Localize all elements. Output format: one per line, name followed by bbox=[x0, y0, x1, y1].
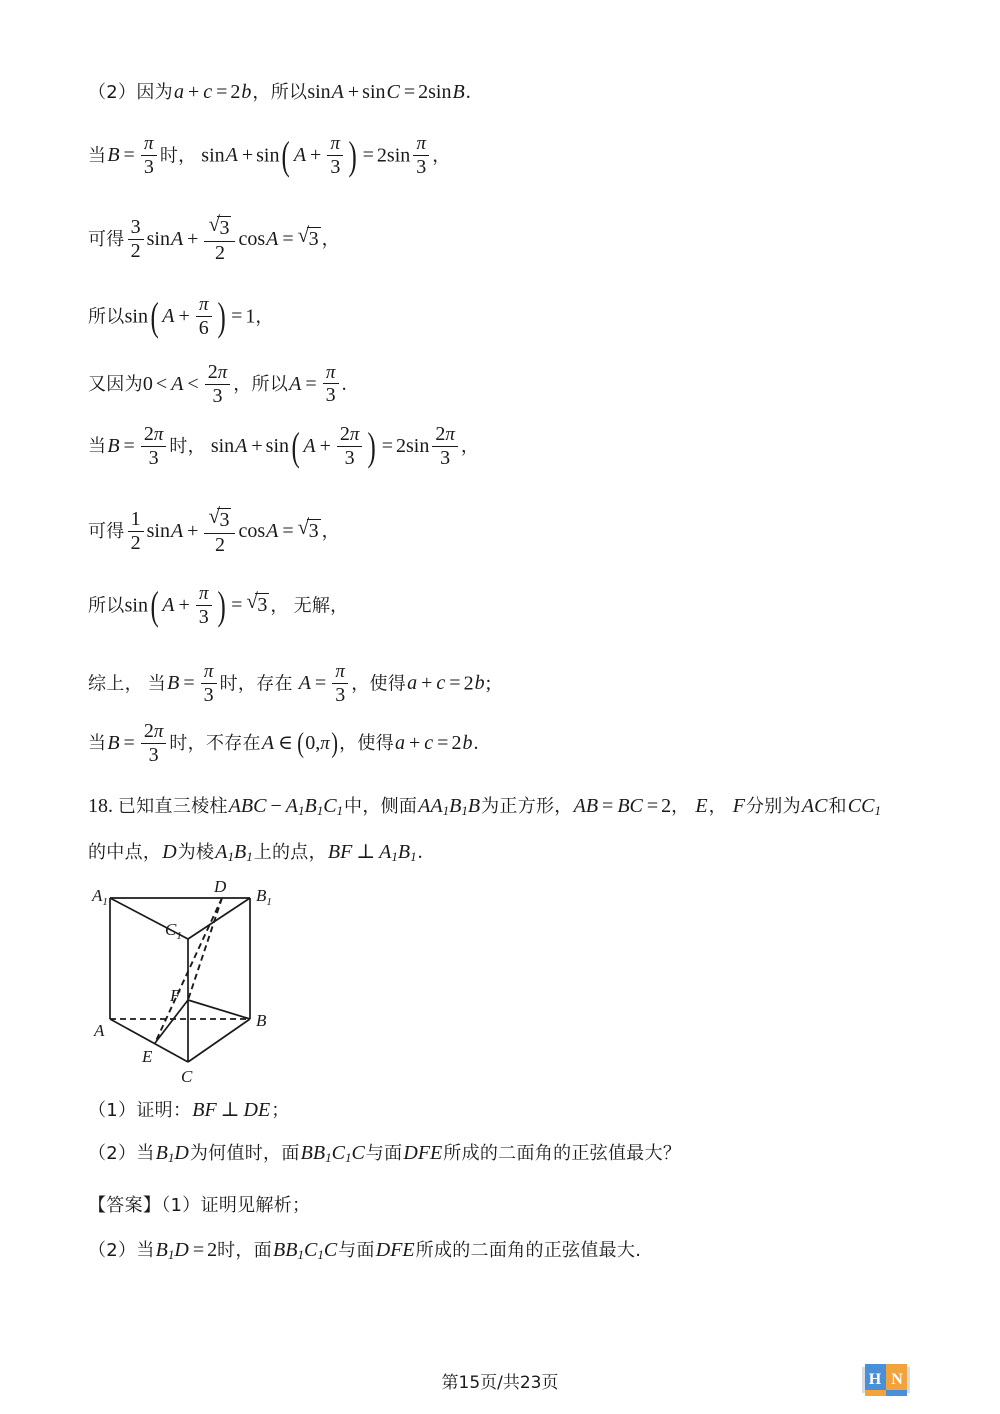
logo-letter-h: H bbox=[868, 1371, 882, 1388]
sub2-label: （2） bbox=[88, 1143, 137, 1164]
answer-item2-label: （2） bbox=[88, 1240, 137, 1261]
edge-F-B bbox=[188, 1000, 250, 1019]
edge-B1-C1 bbox=[188, 898, 250, 939]
answer-item2-text-b: 时，面 bbox=[217, 1240, 273, 1261]
p18-text-g: 和 bbox=[828, 796, 847, 817]
answer-item2-text-d: 所成的二面角的正弦值最大. bbox=[415, 1240, 642, 1261]
sub2-text-c: 与面 bbox=[365, 1143, 403, 1164]
logo-left-base bbox=[865, 1390, 886, 1396]
sub2-text-a: 当 bbox=[136, 1143, 155, 1164]
answer-item1-label: （1） bbox=[161, 1195, 201, 1216]
solution-line-9: 综上， 当B = $\frac{\pi}{3}$ 时，存在 A = $\frac{\pi}{3}$ ，使得a + c = 2b; bbox=[88, 661, 492, 706]
sub2-text-b: 为何值时，面 bbox=[189, 1143, 300, 1164]
label-B: B bbox=[256, 1011, 267, 1030]
logo-left-spine bbox=[862, 1367, 865, 1393]
p18-text-c: 为正方形， bbox=[481, 796, 573, 817]
label-E: E bbox=[142, 1047, 153, 1066]
logo-right-spine bbox=[907, 1367, 910, 1393]
label-D: D bbox=[214, 877, 227, 896]
sub2-text-d: 所成的二面角的正弦值最大？ bbox=[443, 1143, 682, 1164]
logo-right-base bbox=[886, 1390, 907, 1396]
problem-18-statement-line-1: 18. 已知直三棱柱ABC − $A_1B_1C_1$中，侧面$AA_1B_1B$为正方形，AB = BC = 2， E， F分别为AC和$CC_1$ bbox=[88, 795, 881, 818]
answer-item2-text-a: 当 bbox=[136, 1240, 155, 1261]
p18-l2-text-c: 上的点， bbox=[253, 842, 327, 863]
solution-line-6: 当B = $\frac{2\pi}{3}$ 时， sinA + sin( A + $\frac{2\pi}{3}$ ) = 2sin $\frac{2\pi}{3}$ ， bbox=[88, 423, 480, 469]
p18-l2-text-a: 的中点， bbox=[88, 842, 162, 863]
problem-18-statement-line-2: 的中点，D为棱$A_1B_1$上的点，BF ⊥ $A_1B_1$. bbox=[88, 841, 423, 864]
logo-svg bbox=[861, 1356, 911, 1404]
label-B1: $B_1$ bbox=[256, 886, 272, 908]
triangular-prism-figure bbox=[80, 876, 300, 1088]
sub1-tail: ； bbox=[271, 1100, 290, 1121]
answer-header-line bbox=[88, 1196, 310, 1216]
answer-item2-text-c: 与面 bbox=[338, 1240, 375, 1261]
logo-letter-n: N bbox=[891, 1371, 903, 1388]
edge-B-C bbox=[188, 1019, 250, 1062]
label-A1: $A_1$ bbox=[92, 886, 108, 908]
sub1-text: 证明： bbox=[136, 1100, 192, 1121]
page-number-footer: 第15页/共23页 bbox=[441, 1373, 559, 1393]
solution-line-8: 所以sin( A + $\frac{\pi}{3}$ ) = √ 3 ， 无解， bbox=[88, 582, 349, 628]
p18-text-a: 已知直三棱柱 bbox=[117, 796, 228, 817]
label-C: C bbox=[181, 1067, 193, 1086]
problem-number: 18. bbox=[88, 795, 113, 817]
solution-line-1: （2）因为a + c = 2b，所以sinA + sinC = 2sinB. bbox=[88, 81, 471, 103]
solution-line-7: 可得 $\frac{1}{2}$ sinA + √ 3 2 cosA = √ 3 ， bbox=[88, 504, 340, 556]
sub1-label: （1） bbox=[88, 1100, 137, 1121]
label-F: F bbox=[170, 986, 181, 1005]
answer-item1-text: 证明见解析； bbox=[200, 1195, 311, 1216]
solution-line-3: 可得 $\frac{3}{2}$ sinA + √ 3 2 cosA = √ 3 ， bbox=[88, 212, 340, 264]
solution-line-2: 当B = $\frac{\pi}{3}$ 时， sinA + sin( A + $\frac{\pi}{3}$ ) = 2sin $\frac{\pi}{3}$ ， bbox=[88, 132, 451, 178]
solution-line-4: 所以sin( A + $\frac{\pi}{6}$ ) = 1， bbox=[88, 293, 274, 339]
label-A: A bbox=[94, 1021, 105, 1040]
prism-svg bbox=[80, 876, 300, 1088]
p18-text-f: 分别为 bbox=[745, 796, 801, 817]
answer-item-2: （2）当$B_1D = 2$时，面$BB_1C_1C$与面DFE所成的二面角的正弦值最大. bbox=[88, 1239, 642, 1262]
problem-18-sub-1: （1）证明：BF ⊥ DE； bbox=[88, 1099, 290, 1121]
edge-F-E bbox=[155, 1000, 188, 1043]
edge-D-F-dashed bbox=[188, 898, 222, 1000]
problem-18-sub-2: （2）当$B_1D$为何值时，面$BB_1C_1C$与面DFE所成的二面角的正弦值最大？ bbox=[88, 1142, 682, 1165]
solution-line-10: 当B = $\frac{2\pi}{3}$ 时，不存在A ∈ (0,π)，使得a + c = 2b. bbox=[88, 720, 479, 766]
solution-line-5: 又因为0 < A < $\frac{2\pi}{3}$ ，所以A = $\frac{\pi}{3}$ . bbox=[88, 361, 347, 407]
answer-header: 【答案】 bbox=[88, 1195, 162, 1216]
p18-l2-text-b: 为棱 bbox=[177, 842, 215, 863]
label-C1: $C_1$ bbox=[165, 920, 182, 942]
p18-text-b: 中，侧面 bbox=[344, 796, 418, 817]
hn-book-logo bbox=[861, 1356, 911, 1404]
